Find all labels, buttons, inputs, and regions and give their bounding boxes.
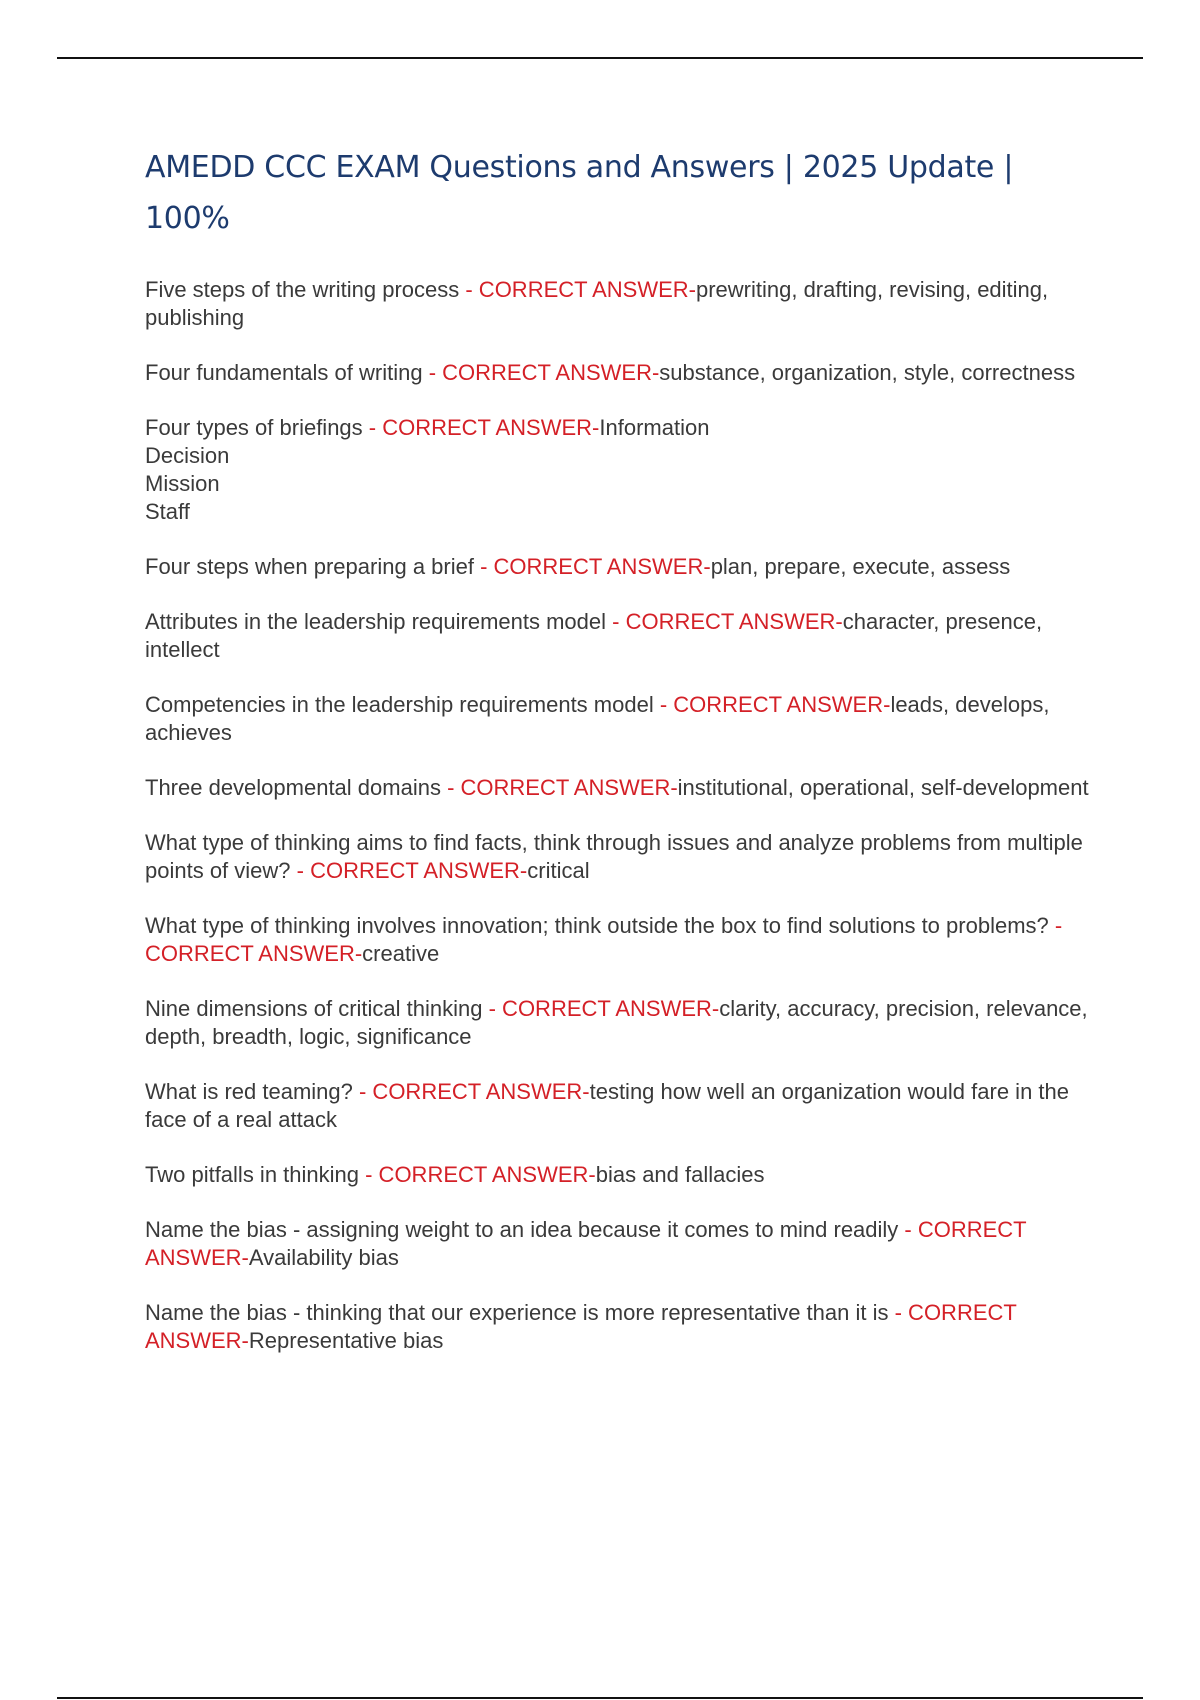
question-text: Five steps of the writing process — [145, 277, 460, 302]
answer-text: bias and fallacies — [595, 1162, 765, 1187]
question-text: What type of thinking involves innovation; think outside the box to find solutions to problems? — [145, 913, 1049, 938]
correct-answer-marker: - CORRECT ANSWER- — [422, 360, 660, 385]
answer-text: prewriting, drafting, revising, editing, publishing — [145, 277, 1049, 330]
question-text: Name the bias - thinking that our experience is more representative than it is — [145, 1300, 889, 1325]
question-text: Name the bias - assigning weight to an idea because it comes to mind readily — [145, 1217, 899, 1242]
question-text: Four types of briefings — [145, 415, 363, 440]
correct-answer-marker: - CORRECT ANSWER- — [606, 609, 843, 634]
qa-item — [145, 1216, 1095, 1272]
answer-text: plan, prepare, execute, assess — [710, 554, 1011, 579]
question-text: Four steps when preparing a brief — [145, 554, 474, 579]
question-text: What type of thinking aims to find facts, think through issues and analyze problems from multiple points of view? — [145, 830, 1083, 883]
qa-item — [145, 608, 1095, 664]
footer-rule — [57, 1697, 1143, 1699]
correct-answer-marker: - CORRECT ANSWER- — [352, 1079, 590, 1104]
correct-answer-marker: - CORRECT ANSWER- — [440, 775, 678, 800]
answer-text: leads, develops, achieves — [145, 692, 1050, 745]
answer-text: Availability bias — [248, 1245, 399, 1270]
answer-text: character, presence, intellect — [145, 609, 1043, 662]
question-text: Nine dimensions of critical thinking — [145, 996, 483, 1021]
qa-item — [145, 829, 1095, 885]
correct-answer-marker: - CORRECT ANSWER- — [459, 277, 696, 302]
correct-answer-marker: - CORRECT ANSWER- — [145, 1300, 1017, 1353]
answer-text: testing how well an organization would fare in the face of a real attack — [145, 1079, 1069, 1132]
qa-item — [145, 1078, 1095, 1134]
correct-answer-marker: - CORRECT ANSWER- — [473, 554, 711, 579]
answer-text: critical — [527, 858, 590, 883]
answer-text: substance, organization, style, correctness — [659, 360, 1076, 385]
correct-answer-marker: - CORRECT ANSWER- — [145, 1217, 1027, 1270]
qa-item — [145, 553, 1095, 581]
question-text: What is red teaming? — [145, 1079, 353, 1104]
qa-item — [145, 691, 1095, 747]
question-text: Attributes in the leadership requirements model — [145, 609, 607, 634]
correct-answer-marker: - CORRECT ANSWER- — [482, 996, 720, 1021]
qa-item — [145, 414, 1095, 526]
document-title: AMEDD CCC EXAM Questions and Answers | 2025 Update | 100% — [145, 150, 1014, 236]
qa-item — [145, 995, 1095, 1051]
header-rule — [57, 57, 1143, 59]
qa-item — [145, 774, 1095, 802]
question-text: Competencies in the leadership requirements model — [145, 692, 654, 717]
question-text: Three developmental domains — [145, 775, 441, 800]
correct-answer-marker: - CORRECT ANSWER- — [290, 858, 528, 883]
answer-text: Representative bias — [248, 1328, 444, 1353]
correct-answer-marker: - CORRECT ANSWER- — [653, 692, 891, 717]
qa-item — [145, 912, 1095, 968]
question-text: Four fundamentals of writing — [145, 360, 423, 385]
correct-answer-marker: - CORRECT ANSWER- — [145, 913, 1063, 966]
qa-item — [145, 1299, 1095, 1355]
answer-text: clarity, accuracy, precision, relevance, depth, breadth, logic, significance — [145, 996, 1088, 1049]
answer-text: creative — [362, 941, 440, 966]
correct-answer-marker: - CORRECT ANSWER- — [359, 1162, 596, 1187]
answer-text: Information Decision Mission Staff — [145, 415, 710, 524]
qa-item — [145, 359, 1095, 387]
qa-item — [145, 1161, 1095, 1189]
correct-answer-marker: - CORRECT ANSWER- — [362, 415, 600, 440]
qa-item — [145, 276, 1095, 332]
question-text: Two pitfalls in thinking — [145, 1162, 359, 1187]
answer-text: institutional, operational, self-development — [677, 775, 1089, 800]
qa-list — [145, 276, 1095, 1382]
